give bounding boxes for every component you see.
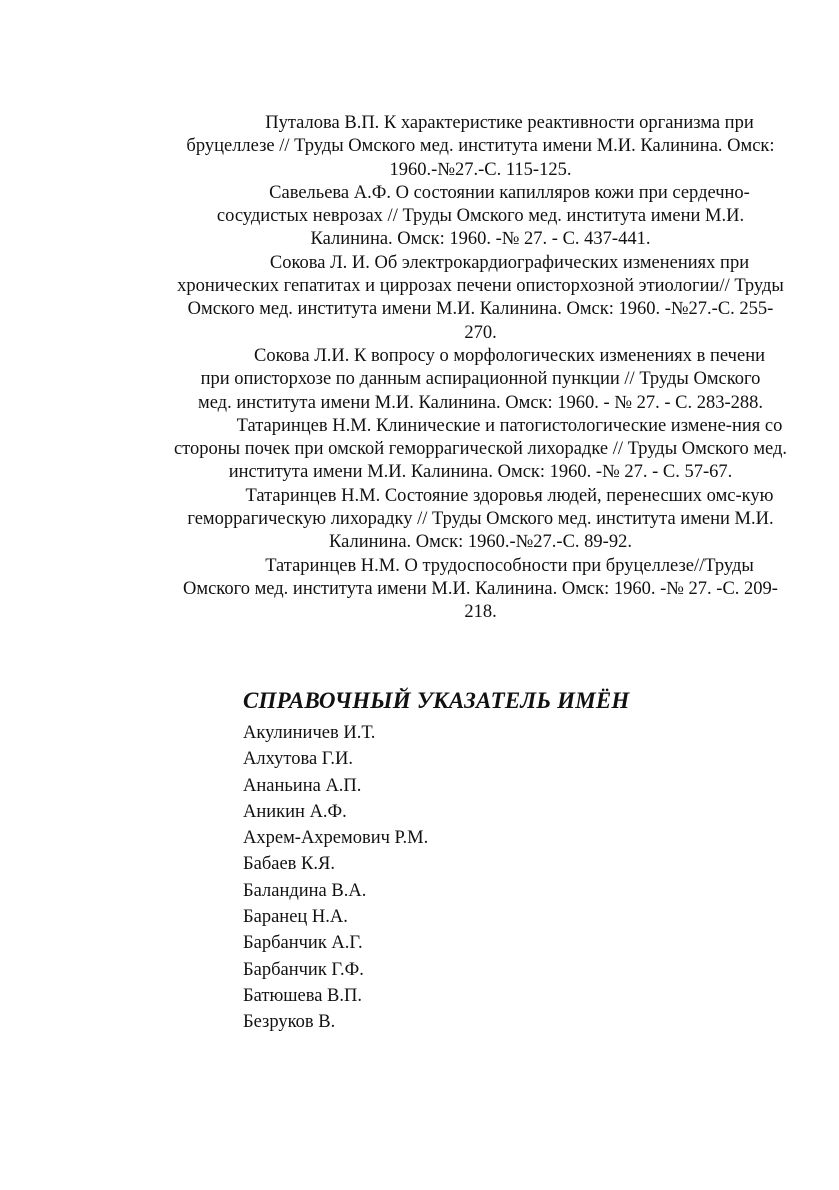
name-entry: Барбанчик Г.Ф. — [243, 959, 364, 980]
name-entry: Баранец Н.А. — [243, 907, 348, 928]
name-entry: Бабаев К.Я. — [243, 854, 335, 875]
reference-entry: Татаринцев Н.М. О трудоспособности при бруцеллезе//Труды Омского мед. института имени М.И. Калинина. Омск: 1960. -№ 27. -С. 209-218. — [183, 555, 778, 623]
name-entry: Баландина В.А. — [243, 880, 367, 901]
name-entry: Батюшева В.П. — [243, 985, 362, 1006]
name-entry: Ананьина А.П. — [243, 775, 362, 796]
reference-entry: Татаринцев Н.М. Клинические и патогистологические измене-ния со стороны почек при омской геморрагической лихорадке // Труды Омского мед. института имени М.И. Калинина. Омск: 1960. -№ 27. - С. 57-67. — [173, 415, 788, 483]
reference-entry: Сокова Л. И. Об электрокардиографических изменениях при хронических гепатитах и циррозах печени описторхозной этиологии// Труды Омского мед. института имени М.И. Калинина. Омск: 1960. -№27.-С. 255-270. — [177, 252, 784, 343]
name-entry: Барбанчик А.Г. — [243, 933, 363, 954]
name-entry: Аникин А.Ф. — [243, 801, 347, 822]
name-entry: Безруков В. — [243, 1012, 336, 1033]
name-entry: Ахрем-Ахремович Р.М. — [243, 828, 429, 849]
name-index-list — [243, 720, 428, 1036]
reference-list — [172, 112, 789, 625]
name-entry: Алхутова Г.И. — [243, 749, 354, 770]
reference-entry: Путалова В.П. К характеристике реактивности организма при бруцеллезе // Труды Омского мед. института имени М.И. Калинина. Омск: 1960.-№27.-С. 115-125. — [186, 113, 775, 180]
reference-entry: Савельева А.Ф. О состоянии капилляров кожи при сердечно-сосудистых неврозах // Труды Омского мед. института имени М.И. Калинина. Омск: 1960. -№ 27. - С. 437-441. — [216, 182, 750, 250]
reference-entry: Сокова Л.И. К вопросу о морфологических изменениях в печени при описторхозе по данным аспирационной пункции // Труды Омского мед. института имени М.И. Калинина. Омск: 1960. - № 27. - С. 283-288. — [197, 345, 765, 413]
index-heading: СПРАВОЧНЫЙ УКАЗАТЕЛЬ ИМЁН — [243, 688, 630, 713]
reference-entry: Татаринцев Н.М. Состояние здоровья людей, перенесших омс-кую геморрагическую лихорадку // Труды Омского мед. института имени М.И. Калинина. Омск: 1960.-№27.-С. 89-92. — [187, 485, 774, 553]
name-entry: Акулиничев И.Т. — [243, 723, 376, 743]
